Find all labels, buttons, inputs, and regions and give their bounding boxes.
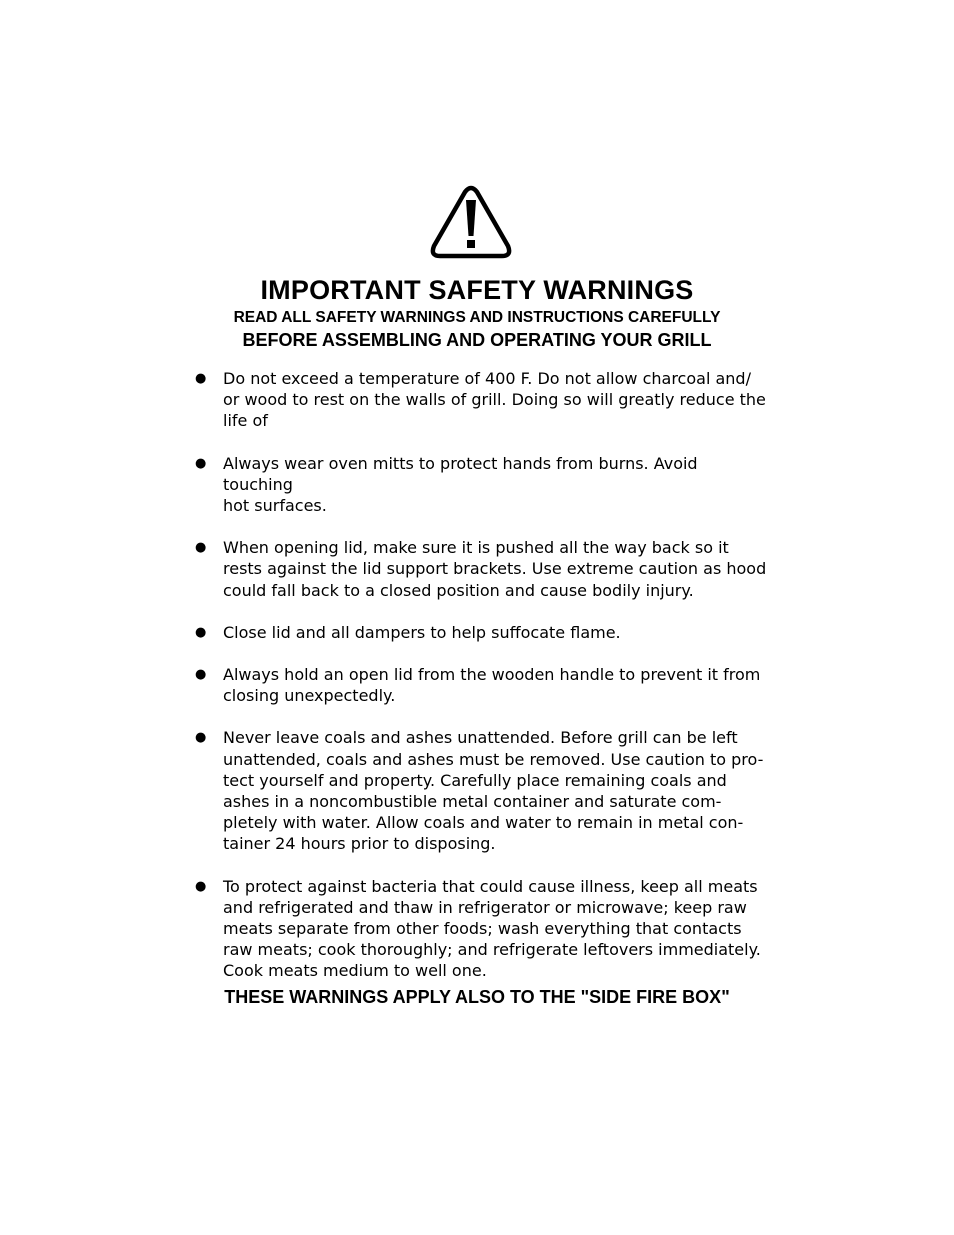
- list-item: [190, 453, 770, 517]
- list-item: [190, 876, 770, 982]
- warning-text: Never leave coals and ashes unattended. Before grill can be left unattended, coals and ashes must be removed. Use caution to pro- tect yourself and property. Carefully place remaining coals and ashes in a noncombustible metal container and saturate com- pletely with water. Allow coals and water to remain in metal con- tainer 24 hours prior to disposing.: [223, 728, 764, 854]
- list-item: [190, 537, 770, 601]
- warning-text: When opening lid, make sure it is pushed all the way back so it rests against the lid support brackets. Use extreme caution as hood could fall back to a closed position and cause bodily injury.: [223, 538, 767, 600]
- bullet-icon: ●: [195, 371, 207, 386]
- list-item: [190, 727, 770, 854]
- list-item: [190, 368, 770, 432]
- warning-text: Close lid and all dampers to help suffocate flame.: [223, 622, 621, 642]
- assembly-subtitle: BEFORE ASSEMBLING AND OPERATING YOUR GRILL: [242, 330, 712, 350]
- list-item: [190, 664, 770, 706]
- warning-text: To protect against bacteria that could cause illness, keep all meats and refrigerated and thaw in refrigerator or microwave; keep raw meats separate from other foods; wash everything that contacts raw meats; cook thoroughly; and refrigerate leftovers immediately. Cook meats medium to well one.: [223, 876, 761, 981]
- warning-text: Do not exceed a temperature of 400 F. Do not allow charcoal and/ or wood to rest on the walls of grill. Doing so will greatly reduce the life of: [223, 369, 766, 431]
- side-fire-box-note: THESE WARNINGS APPLY ALSO TO THE "SIDE FIRE BOX": [224, 987, 730, 1007]
- list-item: [190, 622, 770, 643]
- bullet-icon: ●: [195, 730, 207, 746]
- page-title: IMPORTANT SAFETY WARNINGS: [260, 275, 694, 305]
- bullet-icon: ●: [195, 540, 207, 556]
- instruction-subtitle: READ ALL SAFETY WARNINGS AND INSTRUCTIONS CAREFULLY: [233, 309, 721, 326]
- warning-list: [190, 368, 770, 1003]
- bullet-icon: ●: [195, 455, 207, 471]
- bullet-icon: ●: [195, 624, 207, 640]
- warning-triangle-icon: [430, 184, 512, 260]
- warning-text: Always wear oven mitts to protect hands from burns. Avoid touching hot surfaces.: [223, 453, 698, 516]
- warning-text: Always hold an open lid from the wooden handle to prevent it from closing unexpectedly.: [223, 665, 761, 706]
- bullet-icon: ●: [195, 667, 207, 683]
- bullet-icon: ●: [195, 878, 207, 894]
